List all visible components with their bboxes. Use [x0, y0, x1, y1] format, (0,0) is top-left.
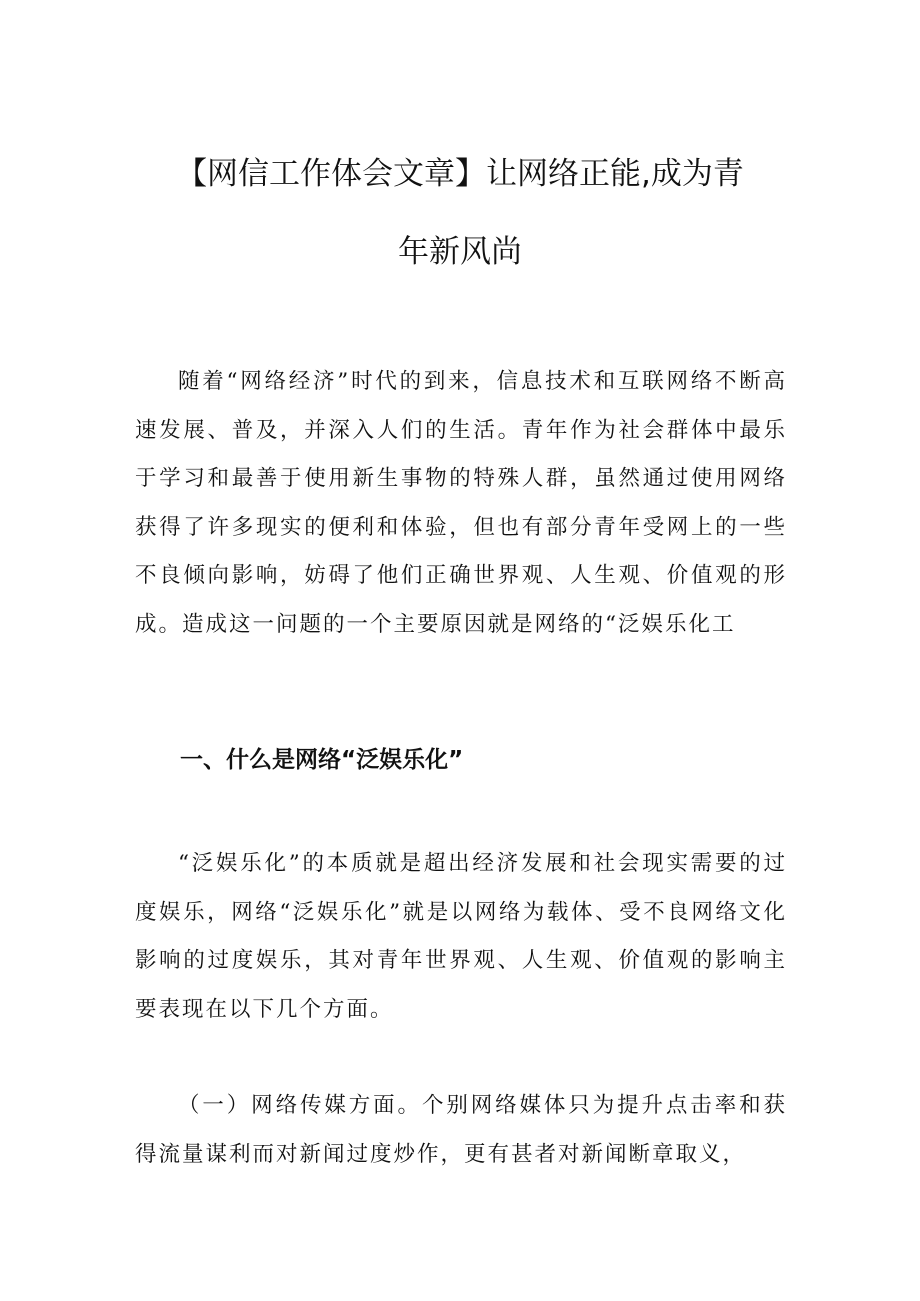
body-paragraph-subsection: （一）网络传媒方面。个别网络媒体只为提升点击率和获得流量谋利而对新闻过度炒作，更有甚者对新闻断章取义， — [135, 1093, 787, 1167]
intro-paragraph: 随着“网络经济”时代的到来，信息技术和互联网络不断高速发展、普及，并深入人们的生活。青年作为社会群体中最乐于学习和最善于使用新生事物的特殊人群，虽然通过使用网络获得了许多现实的便利和体验，但也有部分青年受网上的一些不良倾向影响，妨碍了他们正确世界观、人生观、价值观的形成。造成这一问题的一个主要原因就是网络的“泛娱乐化工 — [135, 369, 787, 637]
document-title-line-2: 年新风尚 — [398, 234, 522, 270]
body-paragraph: “泛娱乐化”的本质就是超出经济发展和社会现实需要的过度娱乐，网络“泛娱乐化”就是以网络为载体、受不良网络文化影响的过度娱乐，其对青年世界观、人生观、价值观的影响主要表现在以下几个方面。 — [135, 851, 787, 1022]
section-heading: 一、什么是网络“泛娱乐化” — [180, 747, 464, 773]
document-title-line-1: 【网信工作体会文章】让网络正能,成为青 — [176, 156, 744, 192]
